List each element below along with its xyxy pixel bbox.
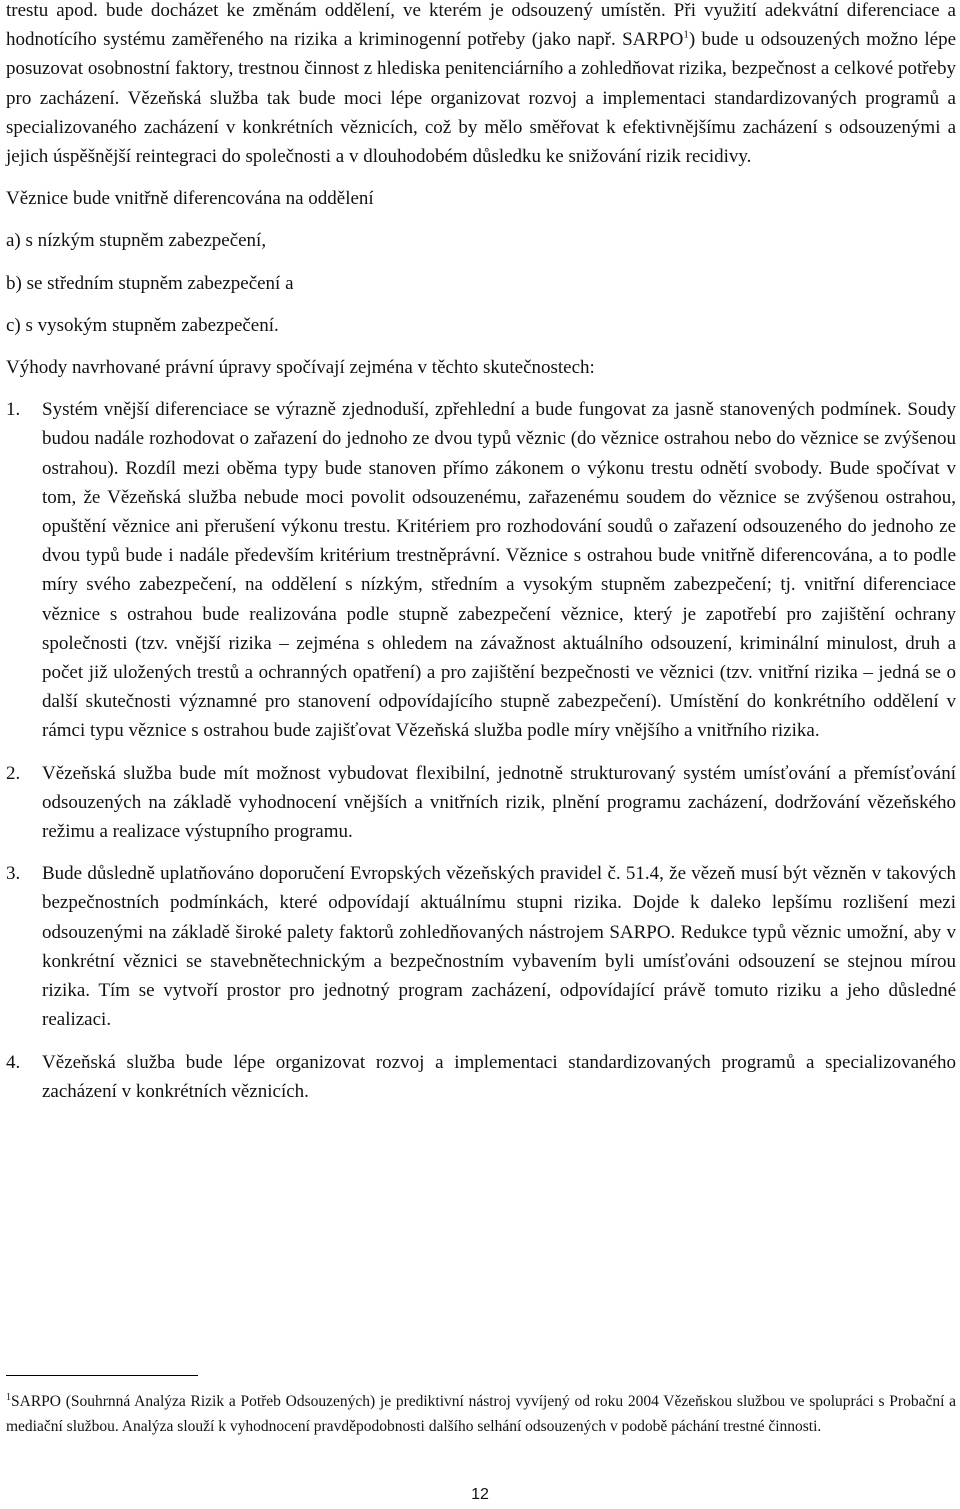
footnote-text: SARPO (Souhrnná Analýza Rizik a Potřeb Odsouzených) je prediktivní nástroj vyvíjený od roku 2004 Vězeňskou službou ve spolupráci s Probační a mediační službou. Analýza slouží k vyhodnocení pravděpodobnosti dalšího selhání odsouzených v podobě páchání trestné činnosti. — [6, 1393, 956, 1435]
security-level-medium: b) se středním stupněm zabezpečení a — [6, 272, 294, 294]
page-number: 12 — [471, 1486, 489, 1503]
document-page — [6, 0, 956, 1106]
list-item-number: 3. — [6, 863, 21, 885]
paragraph-intro-part-1: trestu apod. bude docházet ke změnám oddělení, ve kterém je odsouzený umístěn. Při využití adekvátní diferenciace a hodnotícího systému zaměřeného na rizika a kriminogenní potřeby (jako např. SARPO — [6, 0, 956, 51]
list-item — [6, 395, 956, 745]
security-level-high: c) s vysokým stupněm zabezpečení. — [6, 314, 279, 336]
list-item-number: 1. — [6, 399, 21, 421]
list-item-text: Systém vnější diferenciace se výrazně zjednoduší, zpřehlední a bude fungovat za jasně stanovených podmínek. Soudy budou nadále rozhodovat o zařazení do jednoho ze dvou typů věznic (do věznice ostrahou nebo do věznice se zvýšenou ostrahou). Rozdíl mezi oběma typy bude stanoven přímo zákonem o výkonu trestu odnětí svobody. Bude spočívat v tom, že Vězeňská služba nebude moci povolit odsouzenému, zařazenému soudem do věznice se zvýšenou ostrahou, opuštění věznice ani přerušení výkonu trestu. Kritériem pro rozhodování soudů o zařazení odsouzeného do jednoho ze dvou typů bude i nadále především kritérium trestněprávní. Věznice s ostrahou bude vnitřně diferencována, a to podle míry svého zabezpečení, na oddělení s nízkým, středním a vysokým stupněm zabezpečení; tj. vnitřní diferenciace věznice s ostrahou bude realizována podle stupně zabezpečení věznice, který je zapotřebí pro zajištění ochrany společnosti (tzv. vnější rizika – zejména s ohledem na závažnost aktuálního odsouzení, kriminální minulost, druh a počet již uložených trestů a ochranných opatření) a pro zajištění bezpečnosti ve věznici (tzv. vnitřní rizika – jedná se o další skutečnosti významné pro stanovení odpovídajícího stupně zabezpečení). Umístění do konkrétního oddělení v rámci typu věznice s ostrahou bude zajišťovat Vězeňská služba podle míry vnějšího a vnitřního rizika. — [42, 399, 956, 742]
list-item-text: Vězeňská služba bude lépe organizovat rozvoj a implementaci standardizovaných programů a specializovaného zacházení v konkrétních věznicích. — [42, 1051, 956, 1102]
paragraph-intro — [6, 0, 956, 171]
list-item — [6, 1048, 956, 1106]
paragraph-advantages: Výhody navrhované právní úpravy spočívají zejména v těchto skutečnostech: — [6, 357, 595, 379]
paragraph-intro-part-2: ) bude u odsouzených možno lépe posuzovat osobnostní faktory, trestnou činnost z hlediska penitenciárního a zohledňovat rizika, bezpečnost a celkové potřeby pro zacházení. Vězeňská služba tak bude moci lépe organizovat rozvoj a implementaci standardizovaných programů a specializovaného zacházení v konkrétních věznicích, což by mělo směřovat k efektivnějšímu zacházení s odsouzenými a jejich úspěšnější reintegraci do společnosti a v dlouhodobém důsledku ke snižování rizik recidivy. — [6, 29, 956, 168]
list-item — [6, 859, 956, 1034]
list-item-number: 2. — [6, 762, 21, 784]
footnote-marker: 1 — [6, 1391, 11, 1403]
advantages-list — [6, 395, 956, 1106]
list-item-text: Bude důsledně uplatňováno doporučení Evropských vězeňských pravidel č. 51.4, že vězeň musí být vězněn v takových bezpečnostních podmínkách, které odpovídají aktuálnímu stupni rizika. Dojde k daleko lepšímu rozlišení mezi odsouzenými na základě široké palety faktorů zohledňovaných nástrojem SARPO. Redukce typů věznic umožní, aby v konkrétní věznici se stavebnětechnickým a bezpečnostním vybavením byli umísťováni odsouzení se stejnou mírou rizika. Tím se vytvoří prostor pro jednotný program zacházení, odpovídající právě tomuto riziku a jeho důsledné realizaci. — [42, 863, 956, 1031]
footnote-reference[interactable]: 1 — [683, 28, 689, 41]
list-item-text: Vězeňská služba bude mít možnost vybudovat flexibilní, jednotně strukturovaný systém umísťování a přemísťování odsouzených na základě vyhodnocení vnějších a vnitřních rizik, plnění programu zacházení, dodržování vězeňského režimu a realizace výstupního programu. — [42, 762, 956, 843]
paragraph-differentiation: Věznice bude vnitřně diferencována na oddělení — [6, 188, 374, 210]
security-level-low: a) s nízkým stupněm zabezpečení, — [6, 230, 267, 252]
footnote — [6, 1390, 956, 1439]
list-item-number: 4. — [6, 1051, 21, 1073]
list-item — [6, 759, 956, 847]
footnote-separator — [6, 1375, 198, 1376]
